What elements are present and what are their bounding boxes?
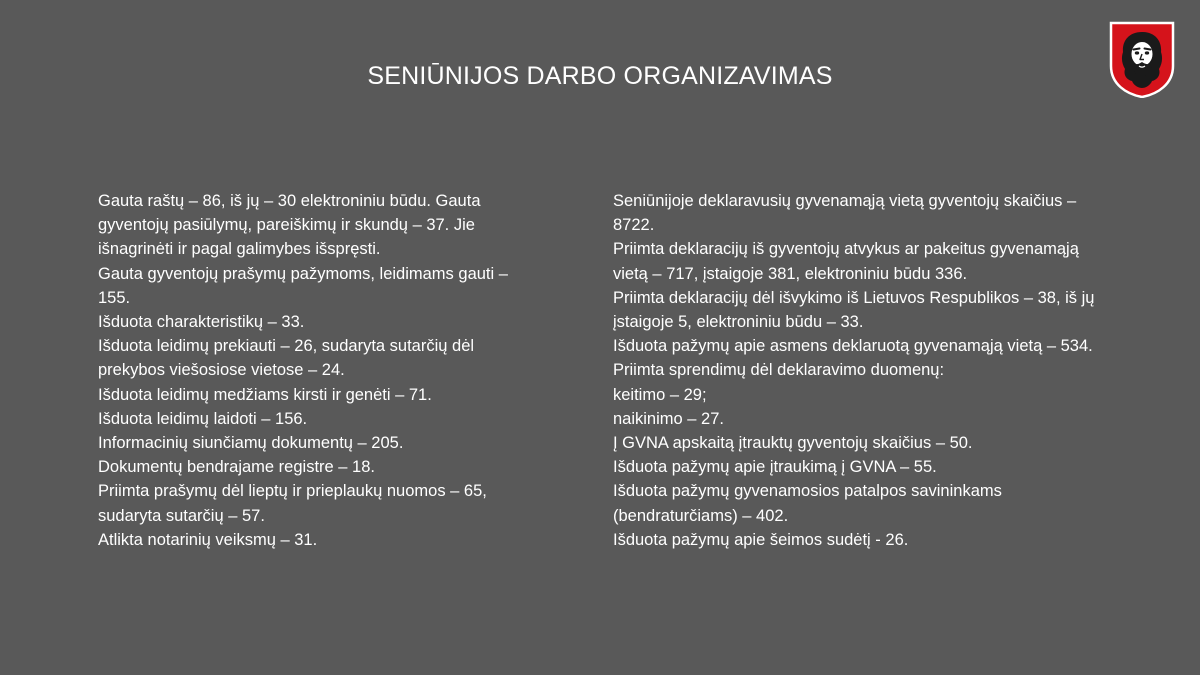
left-item: Išduota leidimų prekiauti – 26, sudaryta sutarčių dėl prekybos viešosiose vietose – 24. bbox=[98, 337, 475, 380]
right-item: Į GVNA apskaitą įtrauktų gyventojų skaičius – 50. bbox=[613, 434, 973, 453]
right-item: keitimo – 29; bbox=[613, 385, 707, 404]
right-column bbox=[613, 189, 1113, 552]
right-item: Priimta deklaracijų iš gyventojų atvykus ar pakeitus gyvenamąją vietą – 717, įstaigoje 381, elektroniniu būdu 336. bbox=[613, 240, 1079, 283]
right-item: naikinimo – 27. bbox=[613, 409, 724, 428]
left-item: Gauta raštų – 86, iš jų – 30 elektroniniu būdu. Gauta gyventojų pasiūlymų, pareiškimų ir skundų – 37. Jie išnagrinėti ir pagal galimybes išspręsti. bbox=[98, 192, 481, 259]
left-item: Priimta prašymų dėl lieptų ir prieplaukų nuomos – 65, sudaryta sutarčių – 57. bbox=[98, 482, 487, 525]
right-item: Išduota pažymų apie šeimos sudėtį - 26. bbox=[613, 530, 909, 549]
left-item: Gauta gyventojų prašymų pažymoms, leidimams gauti – 155. bbox=[98, 264, 508, 307]
right-item: Seniūnijoje deklaravusių gyvenamąją vietą gyventojų skaičius – 8722. bbox=[613, 192, 1077, 235]
right-item: Išduota pažymų apie įtraukimą į GVNA – 55. bbox=[613, 458, 937, 477]
left-column bbox=[98, 189, 538, 552]
left-item: Informacinių siunčiamų dokumentų – 205. bbox=[98, 434, 404, 453]
right-item: Priimta sprendimų dėl deklaravimo duomenų: bbox=[613, 361, 945, 380]
right-item: Išduota pažymų apie asmens deklaruotą gyvenamąją vietą – 534. bbox=[613, 337, 1093, 356]
right-item: Išduota pažymų gyvenamosios patalpos savininkams (bendraturčiams) – 402. bbox=[613, 482, 1002, 525]
left-item: Išduota charakteristikų – 33. bbox=[98, 313, 305, 332]
left-item: Išduota leidimų laidoti – 156. bbox=[98, 409, 308, 428]
left-item: Dokumentų bendrajame registre – 18. bbox=[98, 458, 375, 477]
left-item: Išduota leidimų medžiams kirsti ir genėti – 71. bbox=[98, 385, 432, 404]
left-item: Atlikta notarinių veiksmų – 31. bbox=[98, 530, 318, 549]
coat-of-arms-icon bbox=[1108, 20, 1176, 98]
slide-title: SENIŪNIJOS DARBO ORGANIZAVIMAS bbox=[367, 62, 833, 90]
right-item: Priimta deklaracijų dėl išvykimo iš Lietuvos Respublikos – 38, iš jų įstaigoje 5, elektroniniu būdu – 33. bbox=[613, 288, 1095, 332]
